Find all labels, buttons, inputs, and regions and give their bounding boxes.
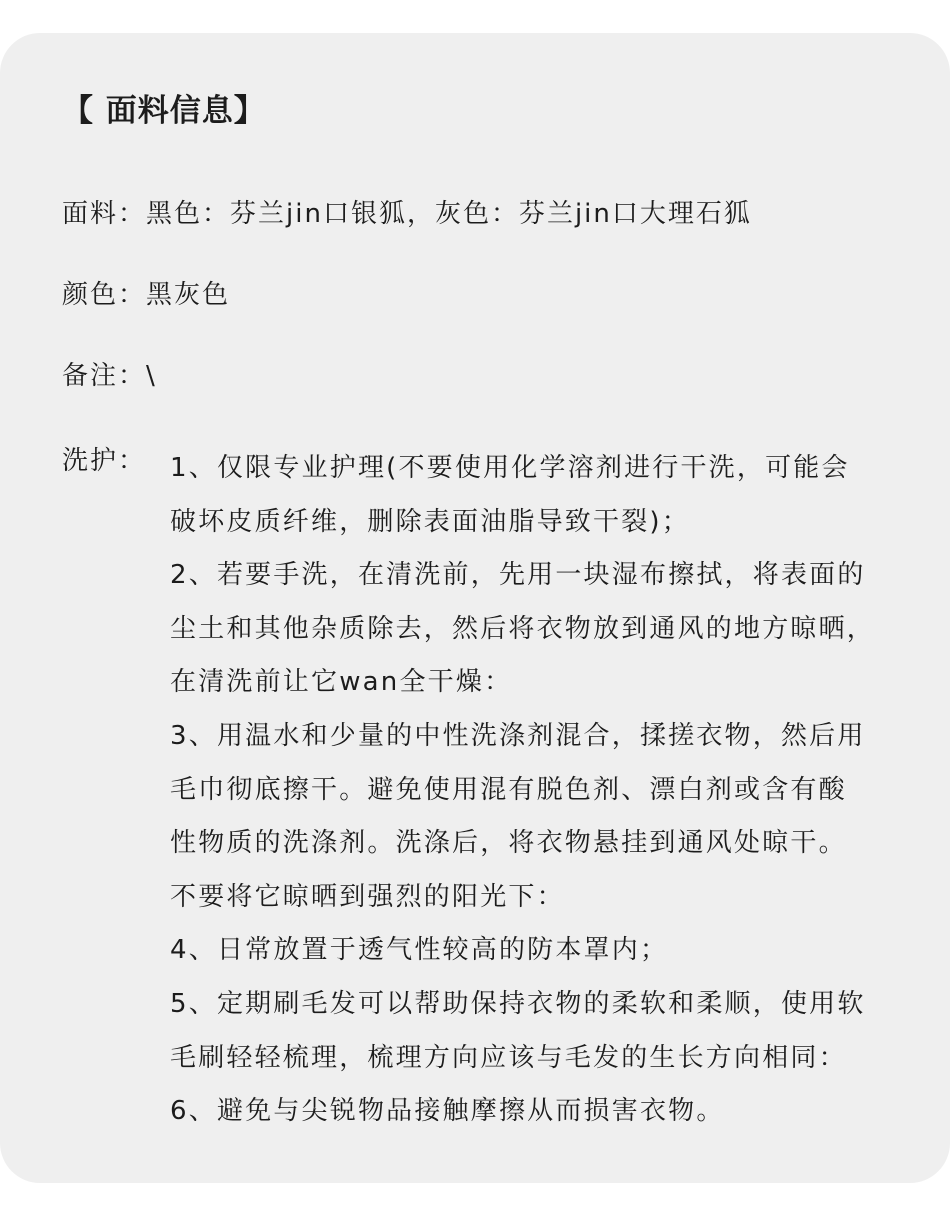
care-instructions [170, 442, 935, 1139]
care-line: 不要将它晾晒到强烈的阳光下： [170, 881, 565, 912]
care-label: 洗护： [62, 446, 147, 476]
care-line: 1、仅限专业护理(不要使用化学溶剂进行干洗，可能会 [170, 453, 850, 483]
fabric-label: 面料： [62, 199, 147, 229]
color-row [62, 278, 230, 312]
note-value: \ [146, 361, 157, 391]
note-row [62, 359, 157, 393]
care-line: 尘土和其他杂质除去，然后将衣物放到通风的地方晾晒， [170, 613, 876, 644]
fabric-value: 黑色：芬兰jin口银狐，灰色：芬兰jin口大理石狐 [146, 199, 752, 229]
care-line: 5、定期刷毛发可以帮助保持衣物的柔软和柔顺，使用软 [170, 988, 866, 1019]
care-line: 2、若要手洗，在清洗前，先用一块湿布擦拭，将表面的 [170, 560, 866, 591]
section-title: 【 面料信息】 [62, 93, 266, 129]
color-value: 黑灰色 [146, 280, 231, 310]
care-line: 毛刷轻轻梳理，梳理方向应该与毛发的生长方向相同： [170, 1042, 847, 1073]
care-line: 在清洗前让它wan全干燥： [170, 667, 513, 698]
color-label: 颜色： [62, 280, 147, 310]
care-line: 破坏皮质纤维，删除表面油脂导致干裂)； [170, 506, 690, 537]
note-label: 备注： [62, 361, 147, 391]
care-line: 4、日常放置于透气性较高的防本罩内； [170, 935, 669, 966]
care-line: 3、用温水和少量的中性洗涤剂混合，揉搓衣物，然后用 [170, 720, 866, 751]
care-line: 6、避免与尖锐物品接触摩擦从而损害衣物。 [170, 1096, 725, 1127]
care-line: 毛巾彻底擦干。避免使用混有脱色剂、漂白剂或含有酸 [170, 774, 847, 805]
fabric-row [62, 197, 752, 231]
fabric-info-card [0, 33, 950, 1183]
care-line: 性物质的洗涤剂。洗涤后，将衣物悬挂到通风处晾干。 [170, 828, 847, 859]
